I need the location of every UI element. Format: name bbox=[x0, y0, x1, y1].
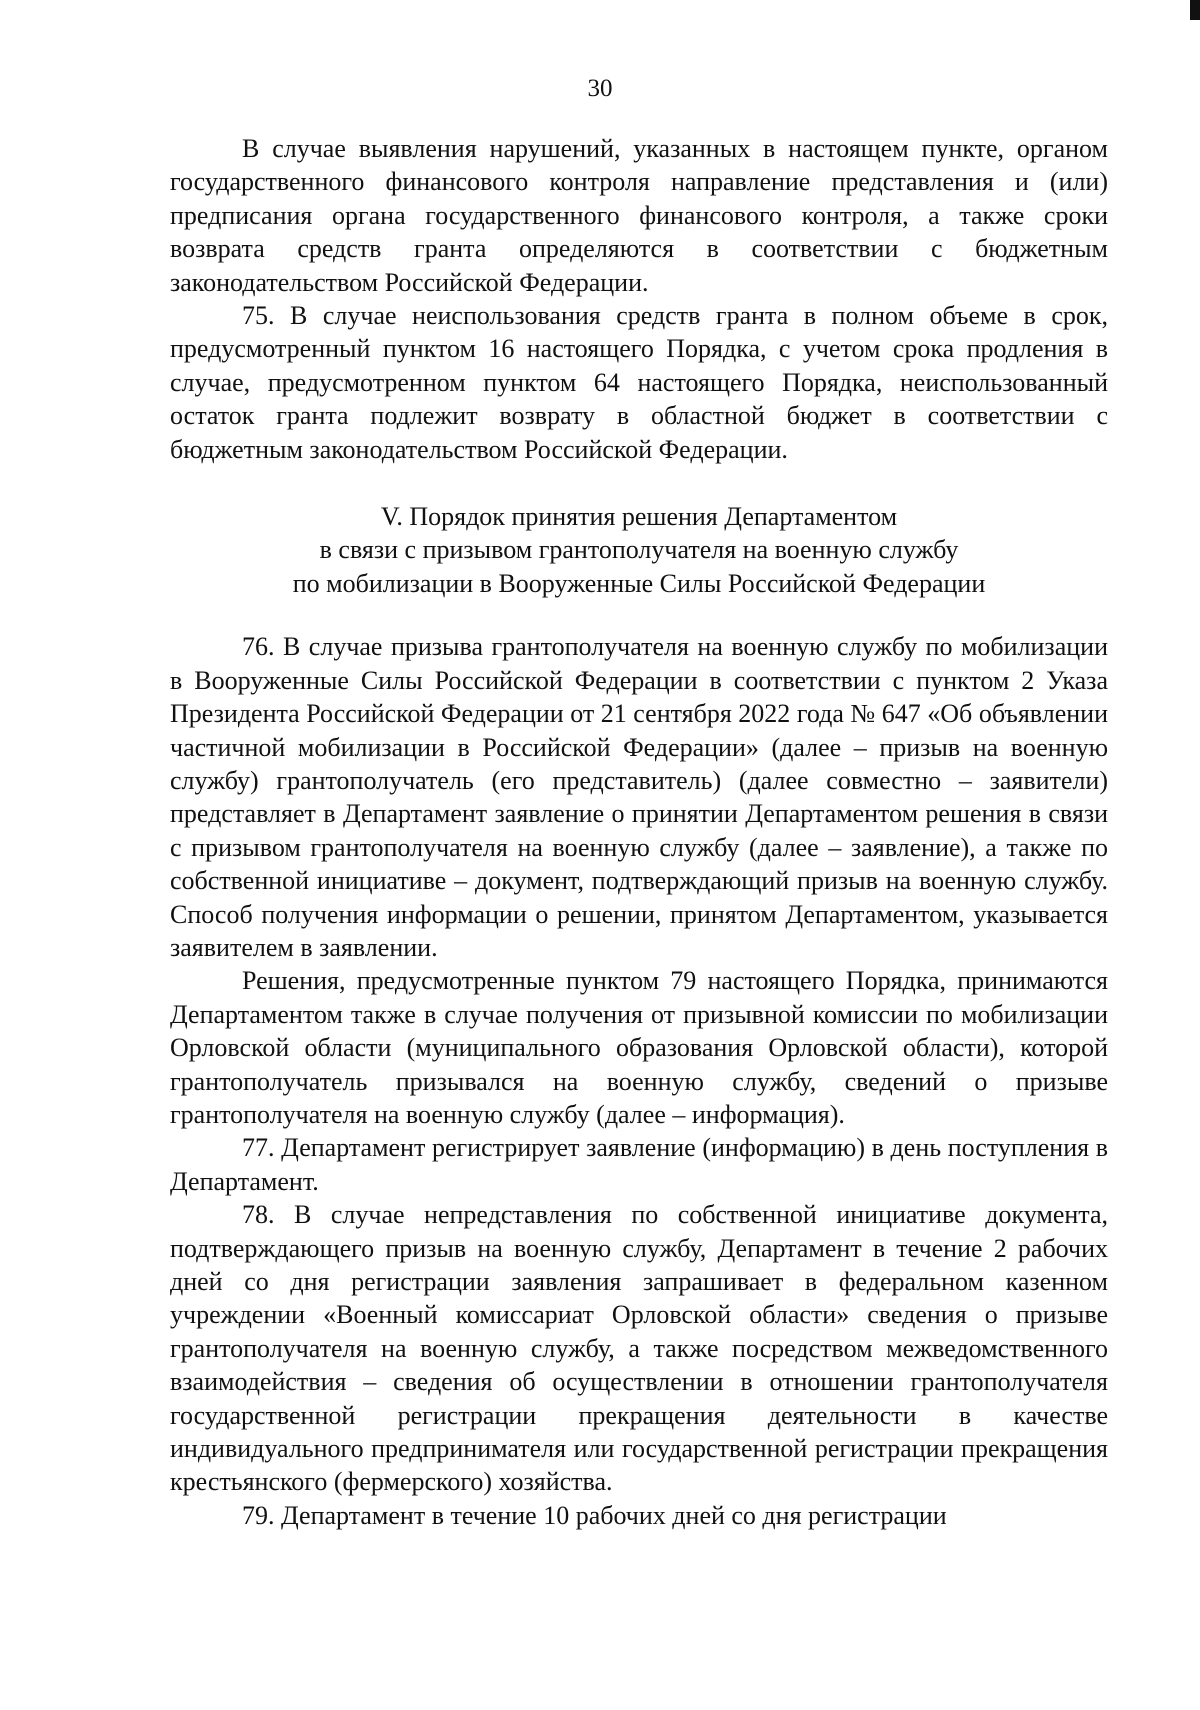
paragraph-78: 78. В случае непредставления по собственной инициативе документа, подтверждающего призыв на военную службу, Департамент в течение 2 рабочих дней со дня регистрации заявления запрашивает в федеральном казенном учреждении «Военный комиссариат Орловской области» сведения о призыве грантополучателя на военную службу, а также посредством межведомственного взаимодействия – сведения об осуществлении в отношении грантополучателя государственной регистрации прекращения деятельности в качестве индивидуального предпринимателя или государственной регистрации прекращения крестьянского (фермерского) хозяйства. bbox=[170, 1200, 1108, 1497]
section-heading bbox=[170, 500, 1108, 600]
paragraph-violations: В случае выявления нарушений, указанных в настоящем пункте, органом государственного финансового контроля направление представления и (или) предписания органа государственного финансового контроля, а также сроки возврата средств гранта определяются в соответствии с бюджетным законодательством Российской Федерации. bbox=[170, 134, 1108, 297]
paragraph-75: 75. В случае неиспользования средств гранта в полном объеме в срок, предусмотренный пунктом 16 настоящего Порядка, с учетом срока продления в случае, предусмотренном пунктом 64 настоящего Порядка, неиспользованный остаток гранта подлежит возврату в областной бюджет в соответствии с бюджетным законодательством Российской Федерации. bbox=[170, 301, 1108, 464]
page-number: 30 bbox=[587, 75, 613, 102]
section-heading-line-2: в связи с призывом грантополучателя на военную службу bbox=[319, 535, 959, 565]
section-heading-line-1: V. Порядок принятия решения Департаментом bbox=[380, 502, 898, 532]
document-body bbox=[170, 132, 1108, 1532]
paragraph-77: 77. Департамент регистрирует заявление (информацию) в день поступления в Департамент. bbox=[170, 1133, 1108, 1196]
paragraph-decisions: Решения, предусмотренные пунктом 79 настоящего Порядка, принимаются Департаментом также в случае получения от призывной комиссии по мобилизации Орловской области (муниципального образования Орловской области), которой грантополучатель призывался на военную службу, сведений о призыве грантополучателя на военную службу (далее – информация). bbox=[170, 966, 1108, 1129]
paragraph-76: 76. В случае призыва грантополучателя на военную службу по мобилизации в Вооруженные Силы Российской Федерации в соответствии с пунктом 2 Указа Президента Российской Федерации от 21 сентября 2022 года № 647 «Об объявлении частичной мобилизации в Российской Федерации» (далее – призыв на военную службу) грантополучатель (его представитель) (далее совместно – заявители) представляет в Департамент заявление о принятии Департаментом решения в связи с призывом грантополучателя на военную службу (далее – заявление), а также по собственной инициативе – документ, подтверждающий призыв на военную службу. Способ получения информации о решении, принятом Департаментом, указывается заявителем в заявлении. bbox=[170, 632, 1108, 962]
section-heading-line-3: по мобилизации в Вооруженные Силы Российской Федерации bbox=[292, 568, 986, 598]
scan-edge-mark bbox=[1190, 0, 1200, 20]
paragraph-79: 79. Департамент в течение 10 рабочих дней со дня регистрации bbox=[242, 1500, 947, 1530]
